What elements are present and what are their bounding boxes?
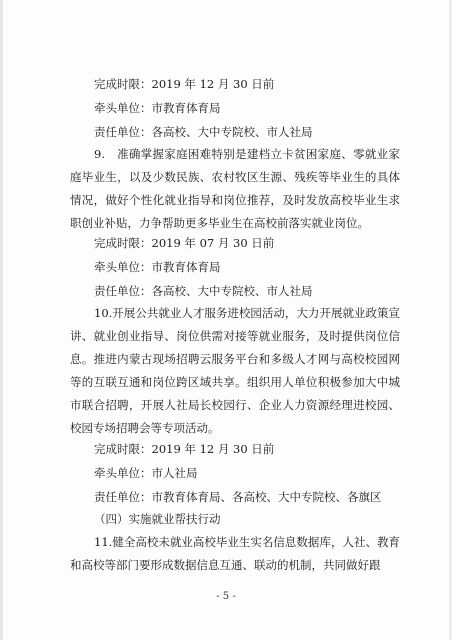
deadline-line-c: 完成时限：2019 年 12 月 30 日前 [94,442,275,456]
deadline-line-a: 完成时限：2019 年 12 月 30 日前 [94,77,275,91]
page-edge-left [0,0,3,640]
page-number: - 5 - [216,591,236,602]
responsible-line-b: 责任单位：各高校、大中专院校、市人社局 [94,284,313,298]
deadline-line-b: 完成时限：2019 年 07 月 30 日前 [94,236,275,250]
item-10-paragraph: 10.开展公共就业人才服务进校园活动，大力开展就业政策宣讲、就业创业指导、岗位供需对接等就业服务，及时提供岗位信息。推进内蒙古现场招聘云服务平台和多级人才网与高校校园网等的互联互通和岗位跨区域共享。组织用人单位积极参加大中城市联合招聘，开展人社局长校园行、企业人力资源经理进校园、校园专场招聘会等专项活动。 [70,306,400,435]
lead-unit-line-c: 牵头单位：市人社局 [94,466,198,480]
responsible-line-a: 责任单位：各高校、大中专院校、市人社局 [94,125,313,139]
section-subheading: （四）实施就业帮扶行动 [94,512,221,526]
responsible-line-c: 责任单位：市教育体育局、各高校、大中专院校、各旗区 [94,490,382,504]
lead-unit-line-a: 牵头单位：市教育体育局 [94,101,221,115]
item-9-paragraph: 9. 准确掌握家庭困难特别是建档立卡贫困家庭、零就业家庭毕业生，以及少数民族、农村牧区生源、残疾等毕业生的具体情况，做好个性化就业指导和岗位推荐，及时发放高校毕业生求职创业补贴，力争帮助更多毕业生在高校前落实就业岗位。 [70,147,400,230]
item-11-paragraph: 11.健全高校未就业高校毕业生实名信息数据库，人社、教育和高校等部门要形成数据信息互通、联动的机制，共同做好跟 [70,535,400,572]
lead-unit-line-b: 牵头单位：市教育体育局 [94,260,221,274]
